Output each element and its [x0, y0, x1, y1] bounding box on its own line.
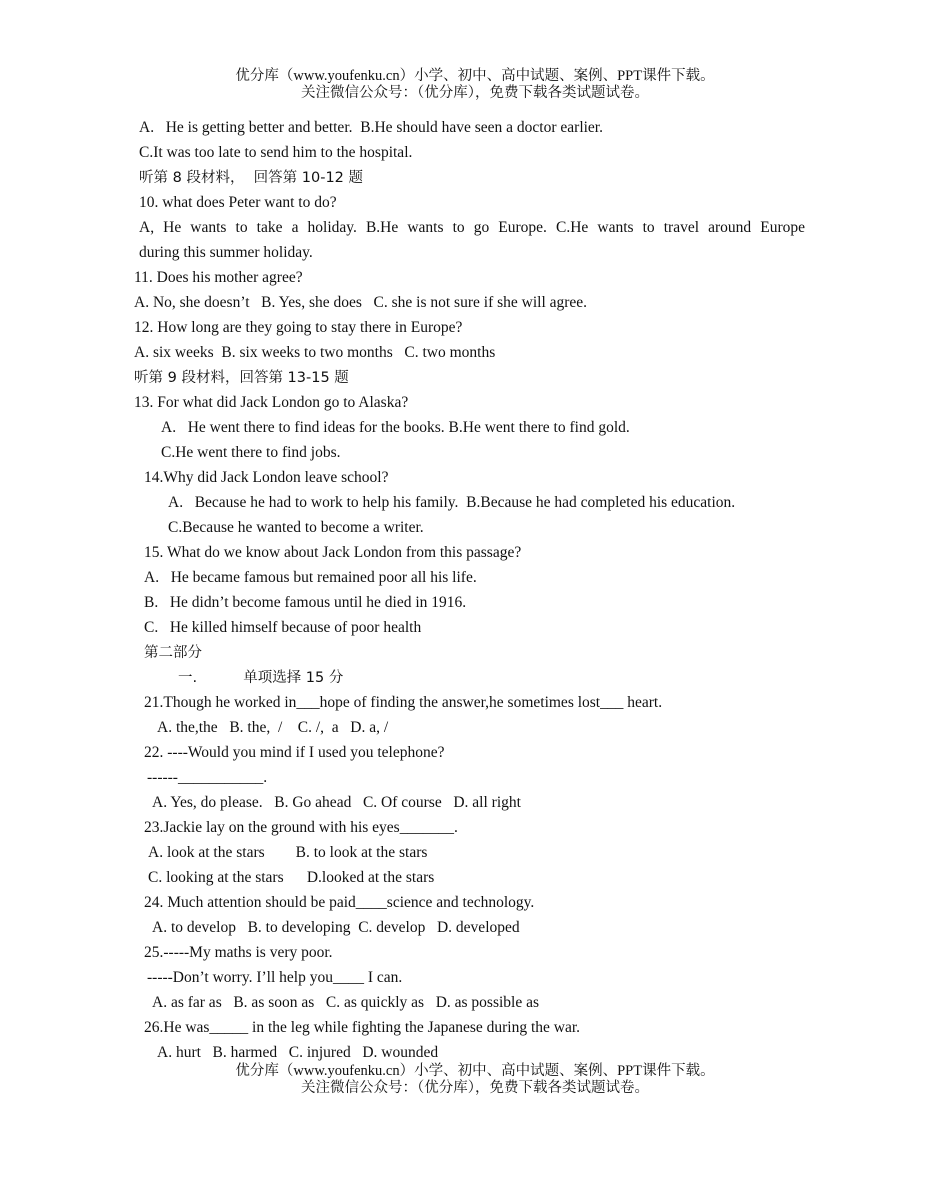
q21-options: A. the,the B. the, / C. /, a D. a, / [157, 719, 389, 736]
page-header [0, 68, 950, 102]
q12-options: A. six weeks B. six weeks to two months C. two months [134, 344, 496, 361]
page-footer [0, 1063, 950, 1097]
q23-options-ab: A. look at the stars B. to look at the stars [148, 844, 428, 861]
q11-options: A. No, she doesn’t B. Yes, she does C. she is not sure if she will agree. [134, 294, 588, 311]
single-choice-heading: 一. 单项选择 15 分 [178, 670, 344, 686]
question-14: 14.Why did Jack London leave school? [144, 469, 389, 486]
q13-options-ab: A. He went there to find ideas for the books. B.He went there to find gold. [161, 419, 630, 436]
question-23: 23.Jackie lay on the ground with his eyes_______. [144, 819, 458, 836]
header-line-2: 关注微信公众号：（优分库），免费下载各类试题试卷。 [301, 85, 649, 101]
footer-line-2: 关注微信公众号：（优分库），免费下载各类试题试卷。 [301, 1080, 649, 1096]
part-two-heading: 第二部分 [144, 645, 202, 661]
q25-reply: -----Don’t worry. I’ll help you____ I can. [147, 969, 403, 986]
q9-options-ab: A. He is getting better and better. B.He should have seen a doctor earlier. [139, 119, 603, 136]
q13-option-c: C.He went there to find jobs. [161, 444, 341, 461]
footer-line-1: 优分库（www.youfenku.cn）小学、初中、高中试题、案例、PPT课件下载。 [235, 1063, 715, 1079]
question-13: 13. For what did Jack London go to Alaska? [134, 394, 409, 411]
q25-options: A. as far as B. as soon as C. as quickly as D. as possible as [152, 994, 540, 1011]
q26-options: A. hurt B. harmed C. injured D. wounded [157, 1044, 439, 1061]
question-26: 26.He was_____ in the leg while fighting the Japanese during the war. [144, 1019, 581, 1036]
section-heading-material-8: 听第 8 段材料， 回答第 10-12 题 [139, 170, 364, 186]
q14-options-ab: A. Because he had to work to help his family. B.Because he had completed his education. [168, 494, 736, 511]
q23-options-cd: C. looking at the stars D.looked at the stars [148, 869, 435, 886]
q22-options: A. Yes, do please. B. Go ahead C. Of course D. all right [152, 794, 521, 811]
q22-reply-blank: ------___________. [147, 769, 268, 786]
q10-options: A, He wants to take a holiday. B.He wants to go Europe. C.He wants to travel around Europe [139, 219, 805, 236]
section-heading-material-9: 听第 9 段材料，回答第 13-15 题 [134, 370, 349, 386]
q15-option-c: C. He killed himself because of poor health [144, 619, 422, 636]
q15-option-b: B. He didn’t become famous until he died in 1916. [144, 594, 467, 611]
question-22: 22. ----Would you mind if I used you telephone? [144, 744, 445, 761]
question-25: 25.-----My maths is very poor. [144, 944, 333, 961]
question-11: 11. Does his mother agree? [134, 269, 303, 286]
question-21: 21.Though he worked in___hope of finding the answer,he sometimes lost___ heart. [144, 694, 663, 711]
q15-option-a: A. He became famous but remained poor all his life. [144, 569, 477, 586]
question-10: 10. what does Peter want to do? [139, 194, 337, 211]
q14-option-c: C.Because he wanted to become a writer. [168, 519, 424, 536]
header-line-1: 优分库（www.youfenku.cn）小学、初中、高中试题、案例、PPT课件下载。 [235, 68, 715, 84]
question-24: 24. Much attention should be paid____science and technology. [144, 894, 535, 911]
question-12: 12. How long are they going to stay there in Europe? [134, 319, 463, 336]
q24-options: A. to develop B. to developing C. develop D. developed [152, 919, 520, 936]
q10-options-continued: during this summer holiday. [139, 244, 313, 261]
question-15: 15. What do we know about Jack London from this passage? [144, 544, 522, 561]
q9-option-c: C.It was too late to send him to the hospital. [139, 144, 413, 161]
